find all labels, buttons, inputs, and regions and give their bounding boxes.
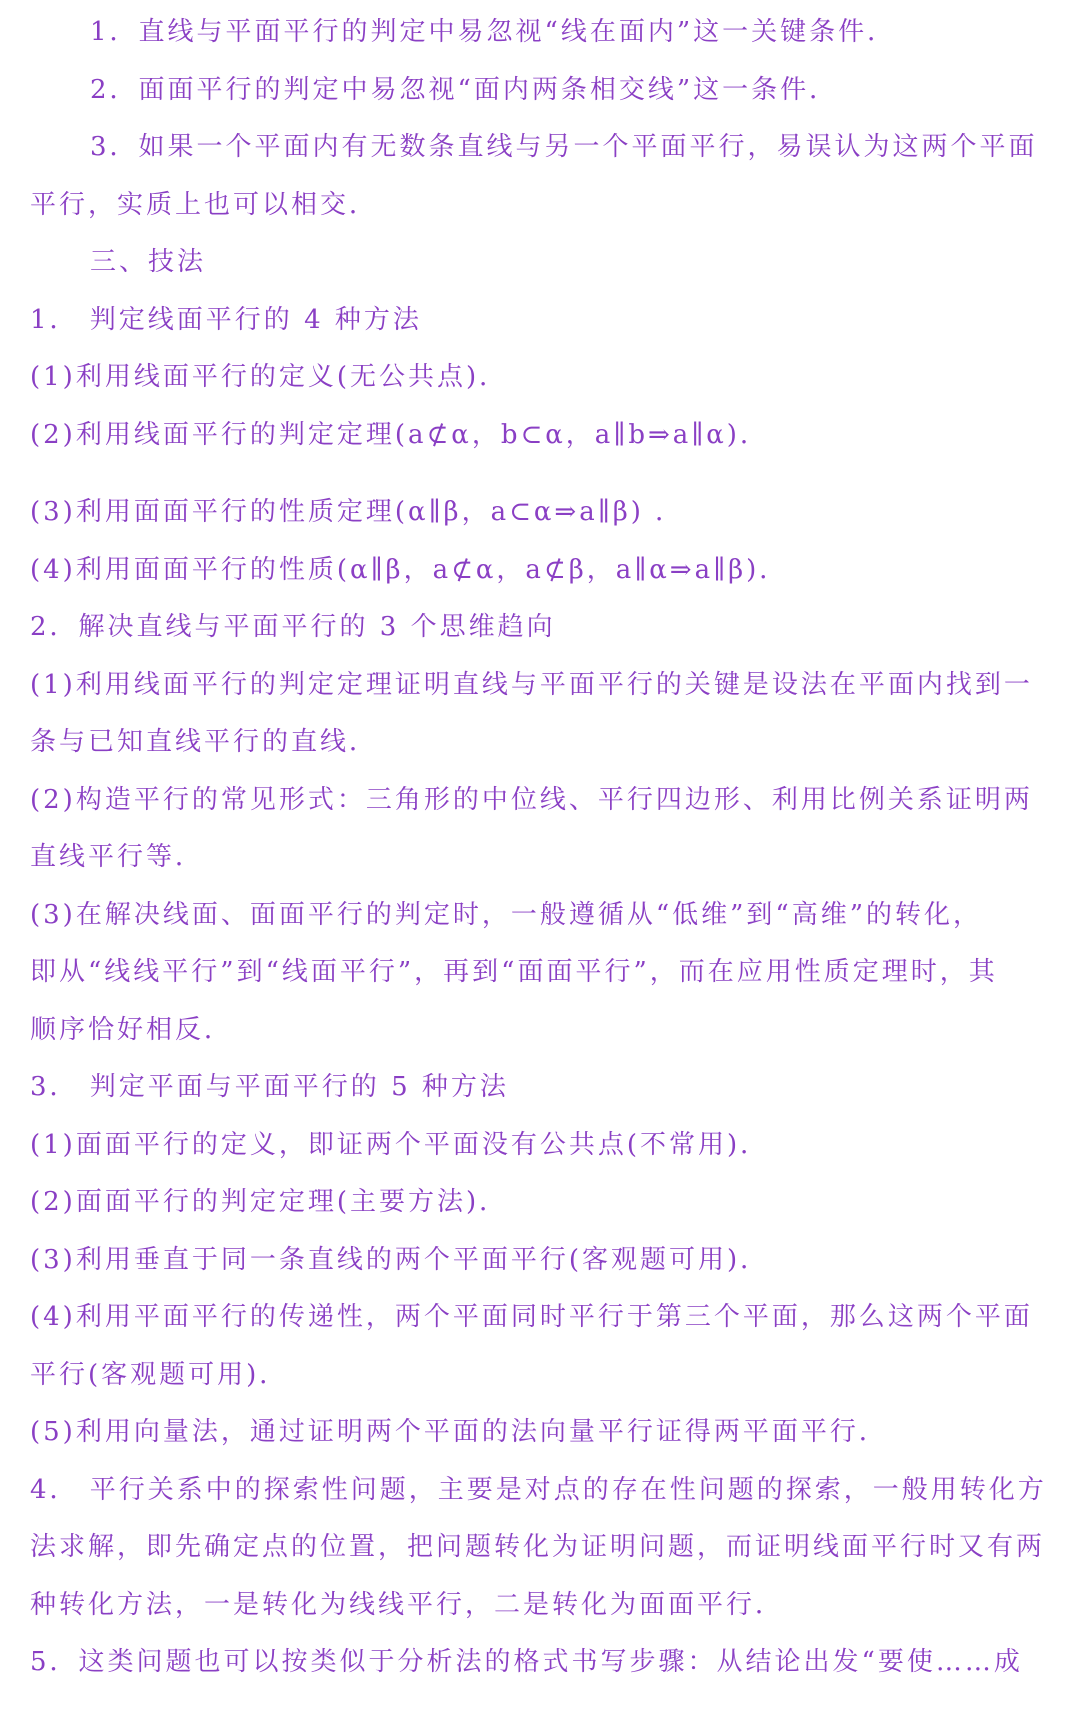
technique-2-item-3-cont-2: 顺序恰好相反．	[30, 1014, 234, 1045]
technique-4-paragraph-cont-2: 种转化方法，一是转化为线线平行，二是转化为面面平行．	[30, 1589, 785, 1620]
technique-3-item-4-cont: 平行(客观题可用)．	[30, 1359, 289, 1390]
technique-1-item-1: (1)利用线面平行的定义(无公共点)．	[30, 362, 509, 392]
technique-4-paragraph: 4． 平行关系中的探索性问题，主要是对点的存在性问题的探索，一般用转化方	[30, 1474, 1047, 1505]
note-1: 1．直线与平面平行的判定中易忽视“线在面内”这一关键条件．	[90, 17, 897, 47]
technique-1-heading: 1． 判定线面平行的 4 种方法	[30, 304, 422, 335]
technique-2-item-2: (2)构造平行的常见形式：三角形的中位线、平行四边形、利用比例关系证明两	[30, 784, 1033, 815]
note-3: 3．如果一个平面内有无数条直线与另一个平面平行，易误认为这两个平面	[90, 132, 1038, 162]
technique-3-item-2: (2)面面平行的判定定理(主要方法)．	[30, 1187, 509, 1217]
note-2: 2．面面平行的判定中易忽视“面内两条相交线”这一条件．	[90, 74, 839, 105]
technique-2-item-3-cont: 即从“线线平行”到“线面平行”，再到“面面平行”，而在应用性质定理时，其	[30, 957, 998, 987]
technique-3-item-1: (1)面面平行的定义，即证两个平面没有公共点(不常用)．	[30, 1129, 770, 1160]
section-heading-techniques: 三、技法	[90, 247, 207, 277]
technique-2-item-2-cont: 直线平行等．	[30, 842, 205, 872]
technique-3-item-5: (5)利用向量法，通过证明两个平面的法向量平行证得两平面平行．	[30, 1417, 888, 1447]
technique-2-item-3: (3)在解决线面、面面平行的判定时，一般遵循从“低维”到“高维”的转化，	[30, 899, 982, 930]
technique-3-item-3: (3)利用垂直于同一条直线的两个平面平行(客观题可用)．	[30, 1244, 770, 1275]
technique-2-heading: 2．解决直线与平面平行的 3 个思维趋向	[30, 612, 556, 642]
technique-3-heading: 3． 判定平面与平面平行的 5 种方法	[30, 1072, 509, 1102]
technique-3-item-4: (4)利用平面平行的传递性，两个平面同时平行于第三个平面，那么这两个平面	[30, 1302, 1033, 1332]
note-3-cont: 平行，实质上也可以相交．	[30, 189, 379, 220]
technique-1-item-3: (3)利用面面平行的性质定理(α∥β，a⊂α⇒a∥β) ．	[30, 497, 685, 527]
technique-5-paragraph: 5．这类问题也可以按类似于分析法的格式书写步骤：从结论出发“要使……成	[30, 1647, 1023, 1677]
technique-2-item-1-cont: 条与已知直线平行的直线．	[30, 727, 379, 757]
spacer	[30, 464, 1048, 484]
technique-1-item-4: (4)利用面面平行的性质(α∥β，a⊄α，a⊄β，a∥α⇒a∥β)．	[30, 554, 789, 585]
technique-4-paragraph-cont: 法求解，即先确定点的位置，把问题转化为证明问题，而证明线面平行时又有两	[30, 1532, 1046, 1562]
technique-2-item-1: (1)利用线面平行的判定定理证明直线与平面平行的关键是设法在平面内找到一	[30, 669, 1033, 700]
technique-1-item-2: (2)利用线面平行的判定定理(a⊄α，b⊂α，a∥b⇒a∥α)．	[30, 419, 769, 450]
